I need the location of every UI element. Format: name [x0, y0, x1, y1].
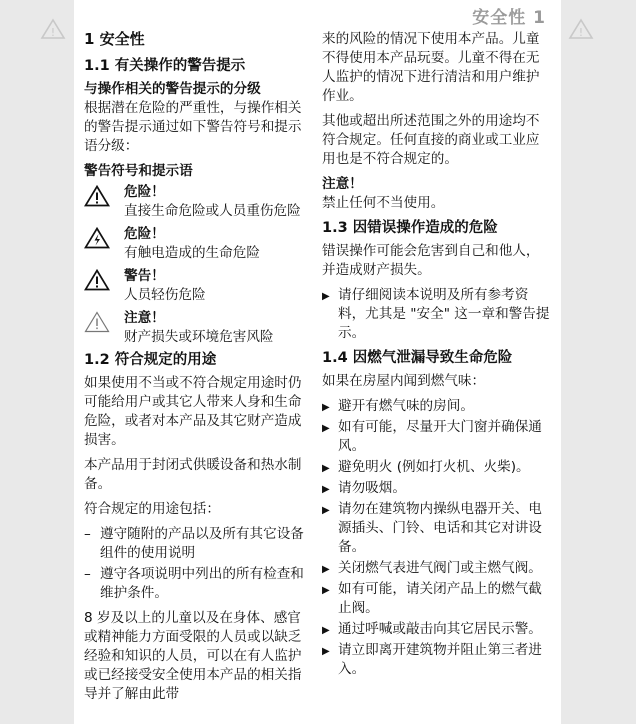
- paragraph: 8 岁及以上的儿童以及在身体、感官或精神能力方面受限的人员或以缺乏经验和知识的人员，可以在有人监护或已经接受安全使用本产品的相关指导并了解由此带: [84, 610, 302, 702]
- page-header: 安全性 1: [472, 8, 546, 28]
- list-item: – 遵守随附的产品以及所有其它设备组件的使用说明: [84, 526, 304, 561]
- paragraph: 其他或超出所述范围之外的用途均不符合规定。任何直接的商业或工业应用也是不符合规定的。: [322, 113, 540, 167]
- subsection-heading: 1.4 因燃气泄漏导致生命危险: [322, 350, 513, 366]
- warning-description: 财产损失或环境危害风险: [124, 329, 274, 345]
- arrow-list: [322, 397, 552, 679]
- list-item: ▶ 如有可能，请关闭产品上的燃气截止阀。: [322, 581, 542, 616]
- bullet-arrow-icon: ▶: [322, 625, 330, 636]
- margin-warning-icon: [40, 18, 66, 40]
- section-heading: 1 安全性: [84, 30, 145, 48]
- subheading: 警告符号和提示语: [84, 163, 193, 179]
- warning-signal-word: 危险！: [124, 184, 165, 200]
- subsection-heading: 1.3 因错误操作造成的危险: [322, 220, 498, 236]
- paragraph: 禁止任何不当使用。: [322, 195, 445, 211]
- warning-entry: [84, 267, 310, 305]
- subheading: 与操作相关的警告提示的分级: [84, 81, 261, 97]
- bullet-arrow-icon: ▶: [322, 423, 330, 434]
- margin-warning-icon: [568, 18, 594, 40]
- list-item: ▶ 避免明火 (例如打火机、火柴)。: [322, 458, 552, 477]
- warning-signal-word: 危险！: [124, 226, 165, 242]
- arrow-list: [322, 286, 552, 343]
- dash-list: [84, 525, 310, 603]
- warning-triangle-icon: [84, 269, 110, 291]
- right-column: [322, 30, 552, 685]
- warning-description: 直接生命危险或人员重伤危险: [124, 203, 301, 219]
- paragraph: 如果在房屋内闻到燃气味：: [322, 373, 486, 389]
- list-item: ▶ 避开有燃气味的房间。: [322, 397, 552, 416]
- warning-entry: [84, 183, 310, 221]
- list-item: ▶ 请仔细阅读本说明及所有参考资料，尤其是 "安全" 这一章和警告提示。: [322, 287, 550, 341]
- subsection-heading: 1.1 有关操作的警告提示: [84, 58, 246, 74]
- bullet-arrow-icon: ▶: [322, 463, 330, 474]
- subsection-heading: 1.2 符合规定的用途: [84, 352, 217, 368]
- paragraph: 根据潜在危险的严重性，与操作相关的警告提示通过如下警告符号和提示语分级：: [84, 100, 302, 154]
- list-item: ▶ 关闭燃气表进气阀门或主燃气阀。: [322, 559, 552, 578]
- paragraph: 如果使用不当或不符合规定用途时仍可能给用户或其它人带来人身和生命危险，或者对本产品及其它财产造成损害。: [84, 375, 302, 448]
- warning-description: 人员轻伤危险: [124, 287, 206, 303]
- paragraph: 错误操作可能会危害到自己和他人，并造成财产损失。: [322, 243, 540, 278]
- electric-shock-icon: [84, 227, 110, 249]
- warning-entry: [84, 225, 310, 263]
- left-column: [84, 30, 310, 710]
- list-item: ▶ 如有可能，尽量开大门窗并确保通风。: [322, 419, 542, 454]
- warning-description: 有触电造成的生命危险: [124, 245, 260, 261]
- caution-triangle-icon: [84, 311, 110, 333]
- warning-entry: [84, 309, 310, 347]
- list-item: – 遵守各项说明中列出的所有检查和维护条件。: [84, 566, 304, 601]
- bullet-arrow-icon: ▶: [322, 291, 330, 302]
- bullet-arrow-icon: ▶: [322, 484, 330, 495]
- bullet-arrow-icon: ▶: [322, 402, 330, 413]
- list-item: ▶ 请勿在建筑物内操纵电器开关、电源插头、门铃、电话和其它对讲设备。: [322, 501, 542, 555]
- list-item: ▶ 请勿吸烟。: [322, 479, 552, 498]
- bullet-arrow-icon: ▶: [322, 564, 330, 575]
- bullet-arrow-icon: ▶: [322, 505, 330, 516]
- list-item: ▶ 通过呼喊或敲击向其它居民示警。: [322, 620, 552, 639]
- svg-text:!: !: [50, 26, 56, 39]
- bullet-arrow-icon: ▶: [322, 646, 330, 657]
- paragraph: 本产品用于封闭式供暖设备和热水制备。: [84, 457, 302, 492]
- paragraph: 符合规定的用途包括：: [84, 501, 220, 517]
- svg-text:!: !: [578, 26, 584, 39]
- warning-triangle-icon: [84, 185, 110, 207]
- warning-signal-word: 注意！: [124, 310, 165, 326]
- paragraph: 来的风险的情况下使用本产品。儿童不得使用本产品玩耍。儿童不得在无人监护的情况下进行清洁和用户维护作业。: [322, 31, 540, 104]
- bullet-arrow-icon: ▶: [322, 585, 330, 596]
- note-heading: 注意！: [322, 176, 363, 192]
- warning-signal-word: 警告！: [124, 268, 165, 284]
- list-item: ▶ 请立即离开建筑物并阻止第三者进入。: [322, 642, 542, 677]
